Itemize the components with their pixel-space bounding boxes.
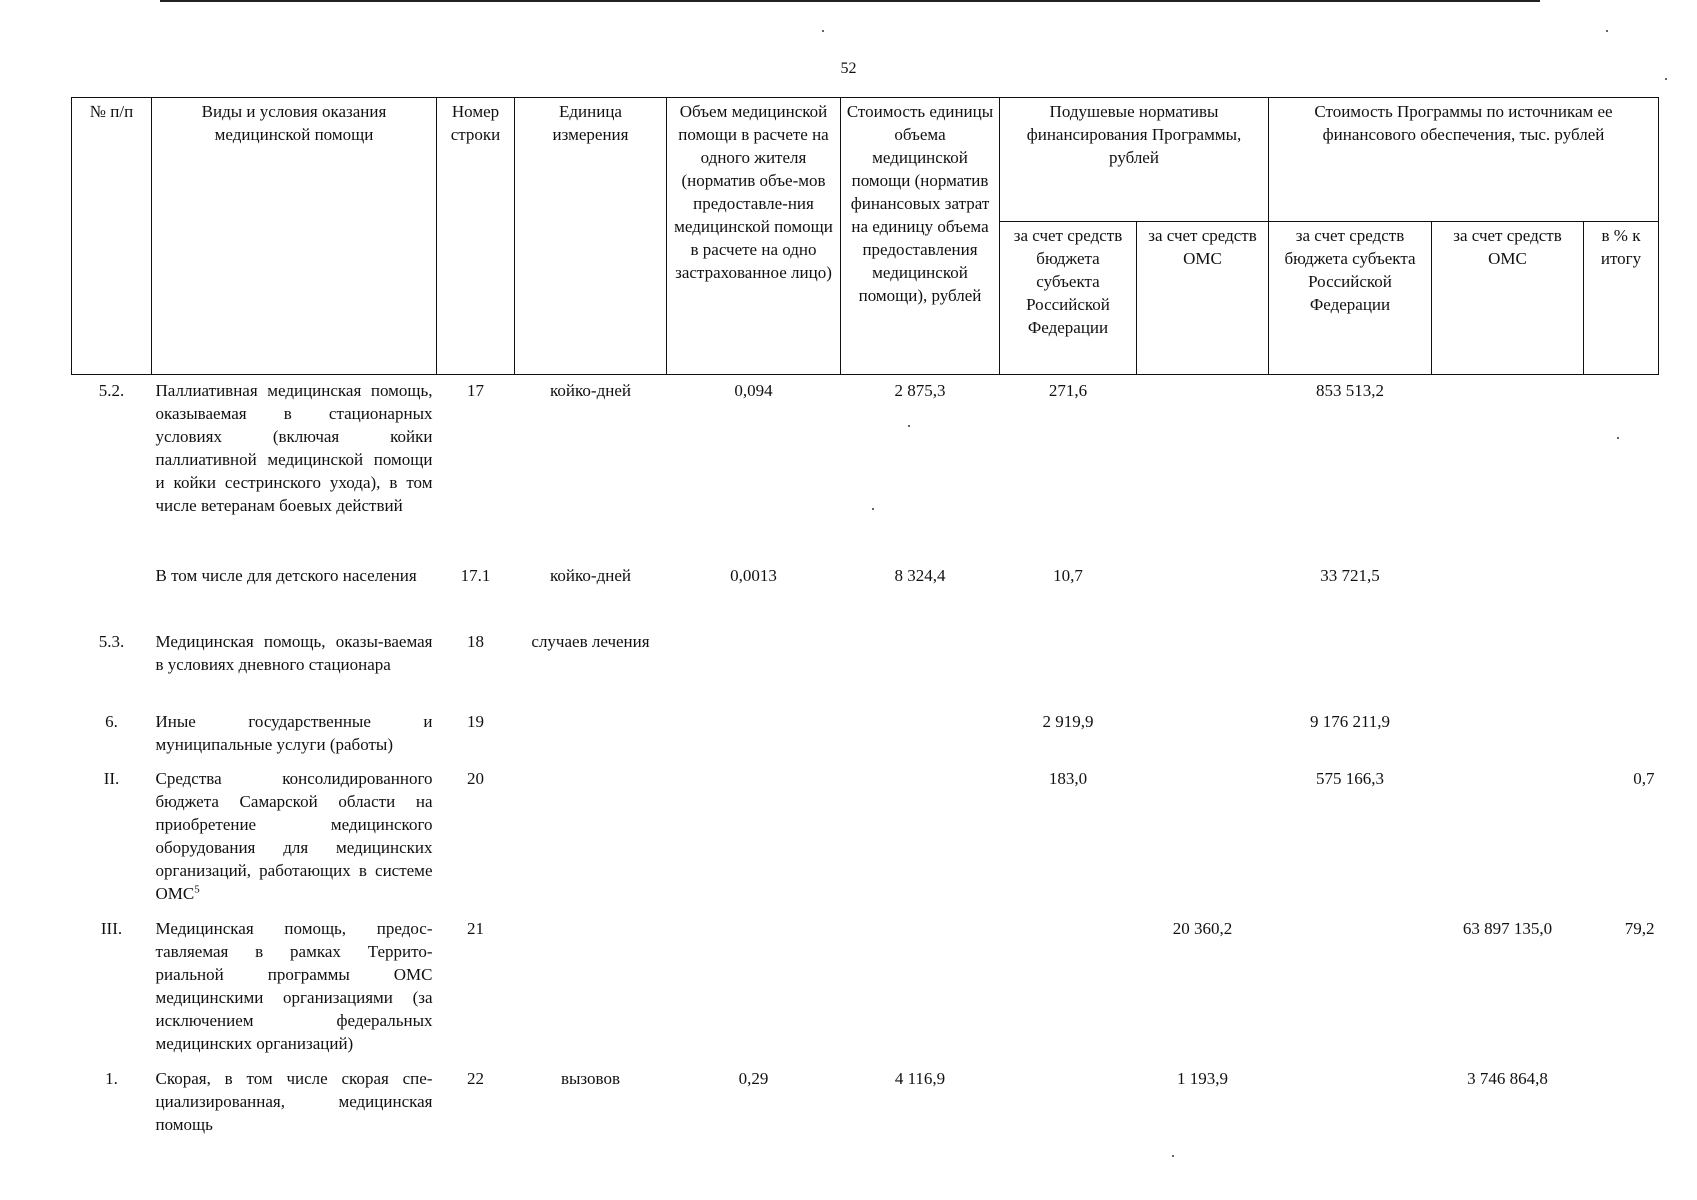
row-cost: 4 116,9 xyxy=(894,1068,946,1088)
row-src-oms: 63 897 135,0 xyxy=(1462,918,1553,938)
header-unit: Единица измерения xyxy=(515,98,667,375)
row-pct xyxy=(1584,706,1659,763)
row-line: 20 xyxy=(467,768,484,788)
header-cost: Стоимость единицы объема медицинской помощи (норматив финансовых затрат на единицу объема предоставления медицинской помощи), рублей xyxy=(841,98,1000,375)
row-no: 6. xyxy=(105,711,118,731)
table-row xyxy=(72,626,1659,706)
row-pct xyxy=(1584,560,1659,626)
row-pct xyxy=(1584,1063,1659,1143)
header-sources-oms: за счет средств ОМС xyxy=(1432,222,1584,375)
row-no: II. xyxy=(103,768,120,788)
row-pc-budget xyxy=(1000,1063,1137,1143)
row-src-budget xyxy=(1269,626,1432,706)
row-unit: случаев лечения xyxy=(531,631,650,651)
row-pc-oms: 1 193,9 xyxy=(1177,1068,1228,1088)
header-sources-group: Стоимость Программы по источникам ее финансового обеспечения, тыс. рублей xyxy=(1269,98,1659,222)
row-cost xyxy=(841,913,1000,1063)
row-src-budget xyxy=(1269,913,1432,1063)
row-name: Скорая, в том числе скорая спе-циализированная, медицинская помощь xyxy=(155,1068,433,1134)
row-volume xyxy=(667,913,841,1063)
row-volume xyxy=(667,706,841,763)
row-line: 21 xyxy=(467,918,484,938)
row-line: 17.1 xyxy=(460,565,491,585)
row-unit xyxy=(515,706,667,763)
header-sources-pct: в % к итогу xyxy=(1584,222,1659,375)
row-pct: 0,7 xyxy=(1633,768,1655,788)
scan-speck xyxy=(1606,30,1608,32)
row-name-text: Средства консолидированного бюджета Самарской области на приобретение медицинского оборудования для медицинских организаций, работающих в системе ОМС xyxy=(155,768,433,903)
row-pc-budget: 183,0 xyxy=(1048,768,1088,788)
row-cost: 2 875,3 xyxy=(894,381,946,400)
row-pc-oms xyxy=(1137,375,1269,560)
row-src-oms xyxy=(1432,560,1584,626)
scan-speck xyxy=(822,30,824,32)
row-volume: 0,094 xyxy=(734,381,773,400)
header-percapita-budget: за счет средств бюджета субъекта Российской Федерации xyxy=(1000,222,1137,375)
row-line: 18 xyxy=(467,631,484,651)
row-pc-budget: 10,7 xyxy=(1053,565,1083,585)
row-src-budget: 853 513,2 xyxy=(1316,381,1384,400)
table-row xyxy=(72,763,1659,913)
row-name xyxy=(152,763,437,913)
row-pc-oms xyxy=(1137,763,1269,913)
row-cost xyxy=(841,626,1000,706)
top-border-line xyxy=(160,0,1540,2)
header-line: Номер строки xyxy=(437,98,515,375)
row-pc-oms xyxy=(1137,560,1269,626)
row-volume: 0,29 xyxy=(738,1068,769,1088)
scan-speck xyxy=(1665,78,1667,80)
header-no: № п/п xyxy=(72,98,152,375)
row-src-oms xyxy=(1432,626,1584,706)
row-pc-budget xyxy=(1000,626,1137,706)
row-pct xyxy=(1584,626,1659,706)
row-unit: вызовов xyxy=(560,1068,620,1088)
row-cost xyxy=(841,763,1000,913)
row-pc-oms xyxy=(1137,706,1269,763)
row-no: 5.3. xyxy=(98,631,125,651)
row-unit: койко-дней xyxy=(550,565,631,585)
row-unit xyxy=(515,913,667,1063)
row-no: 5.2. xyxy=(98,381,125,400)
header-percapita-oms: за счет средств ОМС xyxy=(1137,222,1269,375)
header-percapita-group: Подушевые нормативы финансирования Программы, рублей xyxy=(1000,98,1269,222)
row-name: Медицинская помощь, оказы-ваемая в условиях дневного стационара xyxy=(155,631,433,674)
header-volume: Объем медицинской помощи в расчете на одного жителя (норматив объе-мов предоставле-ния медицинской помощи в расчете на одно застрахованное лицо) xyxy=(667,98,841,375)
row-src-oms: 3 746 864,8 xyxy=(1467,1068,1548,1088)
row-src-oms xyxy=(1432,375,1584,560)
row-pc-budget: 2 919,9 xyxy=(1042,711,1094,731)
row-src-budget: 575 166,3 xyxy=(1316,768,1384,788)
row-volume xyxy=(667,763,841,913)
row-pct: 79,2 xyxy=(1624,918,1655,938)
row-unit: койко-дней xyxy=(550,381,631,400)
row-pc-oms xyxy=(1137,626,1269,706)
table-row xyxy=(72,1063,1659,1143)
row-name: В том числе для детского населения xyxy=(155,565,417,585)
row-src-budget: 33 721,5 xyxy=(1320,565,1380,585)
row-volume: 0,0013 xyxy=(730,565,777,585)
row-no xyxy=(72,560,152,626)
financing-table xyxy=(71,97,1659,1143)
row-src-budget xyxy=(1269,1063,1432,1143)
table-row xyxy=(72,560,1659,626)
row-src-oms xyxy=(1432,763,1584,913)
row-src-oms xyxy=(1432,706,1584,763)
row-line: 22 xyxy=(467,1068,484,1088)
row-unit xyxy=(515,763,667,913)
header-kind: Виды и условия оказания медицинской помощи xyxy=(152,98,437,375)
table-row xyxy=(72,375,1659,560)
row-pct xyxy=(1584,375,1659,560)
header-sources-budget: за счет средств бюджета субъекта Российской Федерации xyxy=(1269,222,1432,375)
row-cost: 8 324,4 xyxy=(894,565,946,585)
row-pc-oms: 20 360,2 xyxy=(1172,918,1233,938)
row-no: III. xyxy=(100,918,123,938)
row-line: 17 xyxy=(467,381,484,400)
row-name: Иные государственные и муниципальные услуги (работы) xyxy=(155,711,433,754)
table-row xyxy=(72,913,1659,1063)
footnote-marker: 5 xyxy=(194,882,200,895)
row-cost xyxy=(841,706,1000,763)
row-pc-budget: 271,6 xyxy=(1048,381,1088,400)
row-line: 19 xyxy=(467,711,484,731)
row-name: Медицинская помощь, предос-тавляемая в рамках Террито-риальной программы ОМС медицинскими организациями (за исключением федеральных медицинских организаций) xyxy=(155,918,433,1053)
scan-speck xyxy=(1172,1155,1174,1157)
row-pc-budget xyxy=(1000,913,1137,1063)
row-name: Паллиативная медицинская помощь, оказываемая в стационарных условиях (включая койки паллиативной медицинской помощи и койки сестринского ухода), в том числе ветеранам боевых действий xyxy=(155,381,433,515)
row-no: 1. xyxy=(105,1068,118,1088)
page-number: 52 xyxy=(840,60,857,77)
table-row xyxy=(72,706,1659,763)
row-volume xyxy=(667,626,841,706)
row-src-budget: 9 176 211,9 xyxy=(1309,711,1391,731)
